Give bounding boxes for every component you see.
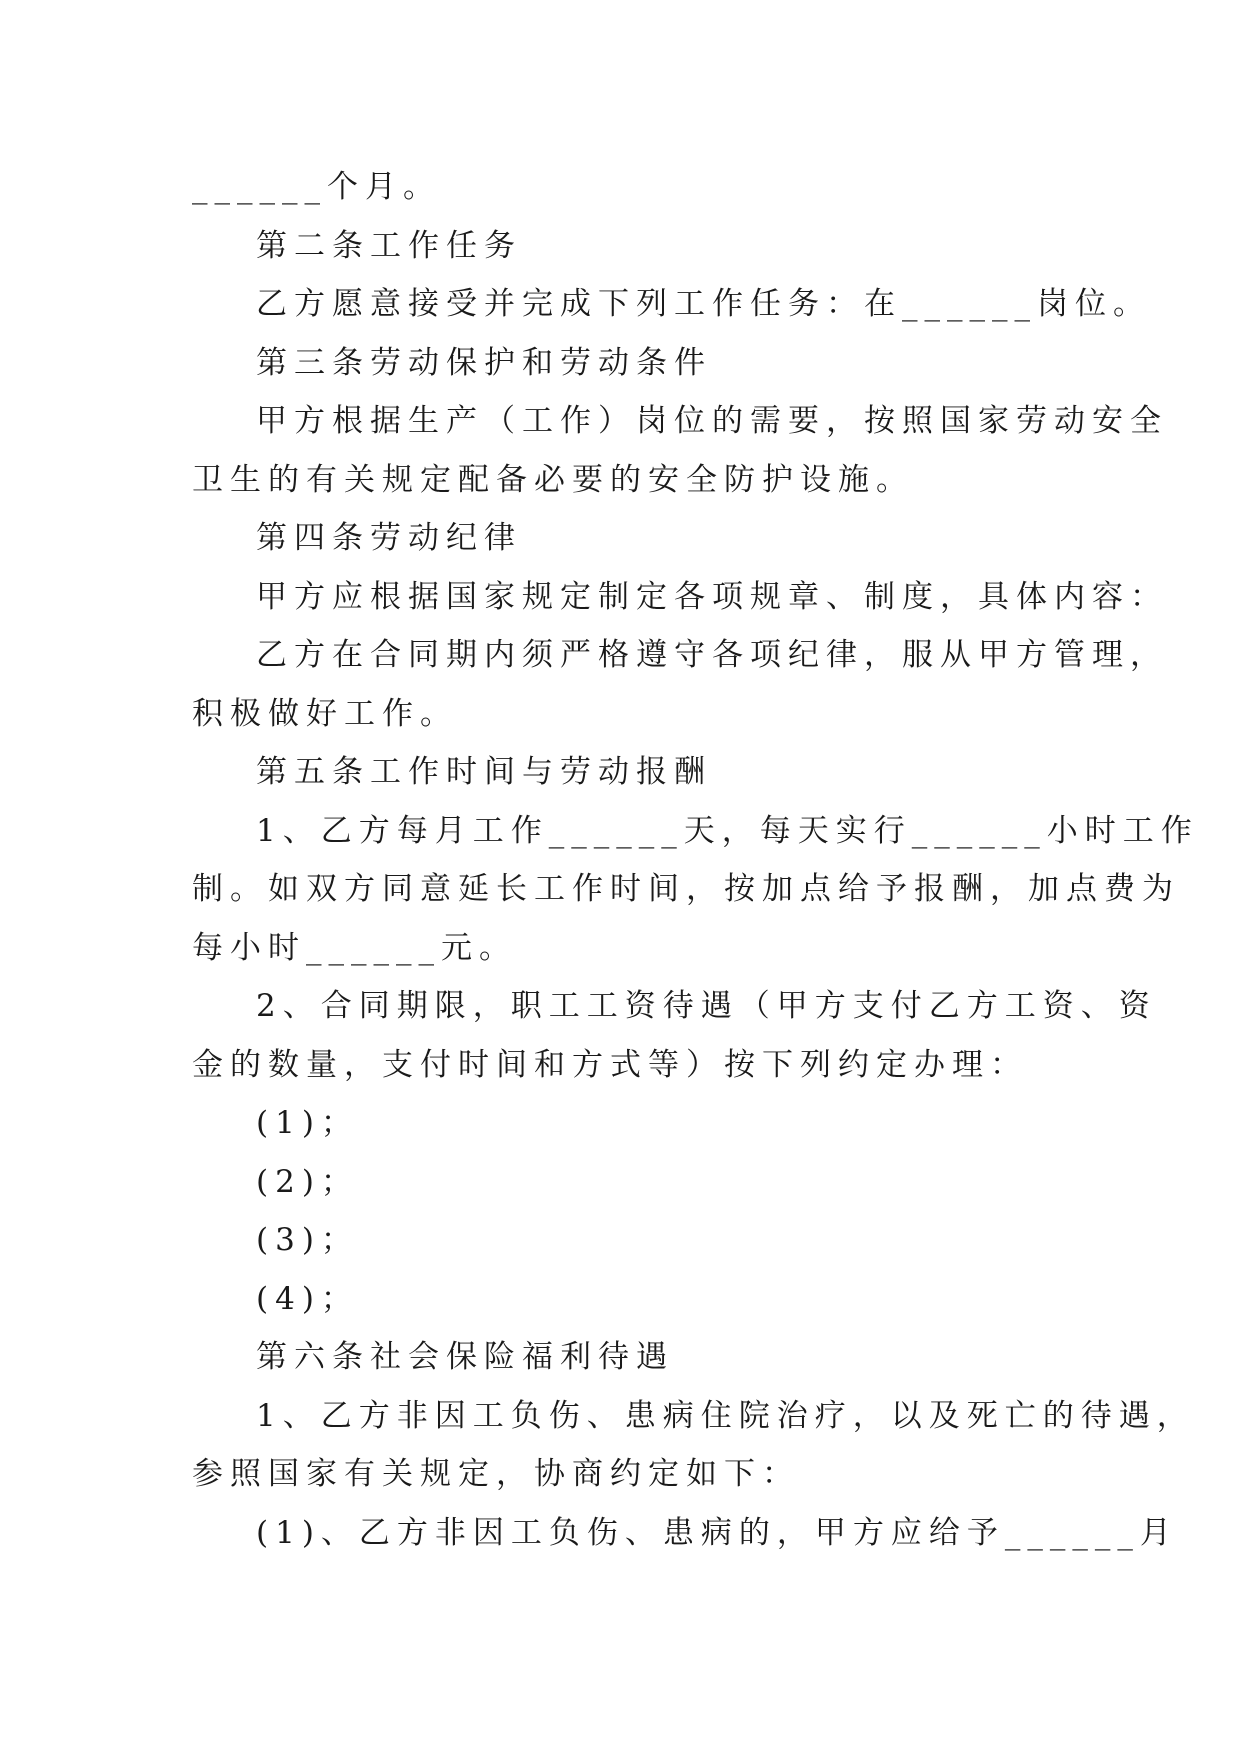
text-line: 参照国家有关规定，协商约定如下： bbox=[192, 1456, 800, 1492]
text-line: 1、乙方非因工负伤、患病住院治疗，以及死亡的待遇， bbox=[256, 1397, 1195, 1434]
section-heading: 第六条社会保险福利待遇 bbox=[256, 1339, 674, 1375]
text-line: 乙方在合同期内须严格遵守各项纪律，服从甲方管理， bbox=[256, 637, 1168, 673]
text-line: 甲方应根据国家规定制定各项规章、制度，具体内容： bbox=[256, 578, 1168, 615]
list-item: (1)； bbox=[256, 1105, 359, 1141]
section-heading: 第二条工作任务 bbox=[256, 227, 522, 264]
text-line: 2、合同期限，职工工资待遇（甲方支付乙方工资、资 bbox=[256, 988, 1157, 1024]
list-item: (4)； bbox=[256, 1280, 359, 1317]
text-line: 卫生的有关规定配备必要的安全防护设施。 bbox=[192, 461, 914, 498]
text-line: (1)、乙方非因工负伤、患病的，甲方应给予______月 bbox=[256, 1514, 1178, 1551]
text-line: 积极做好工作。 bbox=[192, 695, 458, 732]
text-line: 制。如双方同意延长工作时间，按加点给予报酬，加点费为 bbox=[192, 871, 1180, 907]
text-line: 甲方根据生产（工作）岗位的需要，按照国家劳动安全 bbox=[256, 403, 1168, 439]
text-line: 1、乙方每月工作______天，每天实行______小时工作 bbox=[256, 812, 1199, 849]
section-heading: 第三条劳动保护和劳动条件 bbox=[256, 344, 712, 381]
section-heading: 第五条工作时间与劳动报酬 bbox=[256, 754, 712, 790]
section-heading: 第四条劳动纪律 bbox=[256, 520, 522, 556]
text-line: ______个月。 bbox=[192, 169, 441, 205]
text-line: 每小时______元。 bbox=[192, 929, 517, 966]
list-item: (3)； bbox=[256, 1222, 359, 1258]
list-item: (2)； bbox=[256, 1163, 359, 1200]
document-body bbox=[192, 158, 1199, 1562]
text-line: 金的数量，支付时间和方式等）按下列约定办理： bbox=[192, 1046, 1028, 1083]
text-line: 乙方愿意接受并完成下列工作任务：在______岗位。 bbox=[256, 286, 1151, 322]
